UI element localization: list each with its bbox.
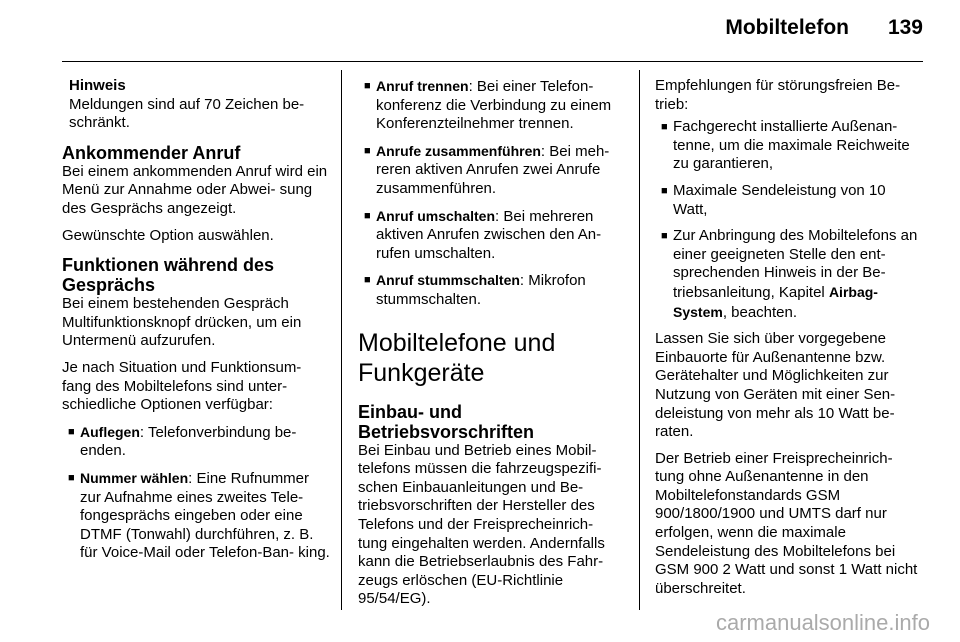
note-box [69,77,330,133]
chapter-reference: Airbag- System [673,283,878,320]
heading-installation: Einbau- und Betriebsvorschriften [358,401,535,442]
item-text: : Telefonverbindung be- enden. [80,423,297,460]
paragraph: Gewünschte Option auswählen. [62,226,274,244]
column-divider [639,70,640,610]
column-left [62,77,330,571]
paragraph: Bei Einbau und Betrieb eines Mobil- telefons müssen die fahrzeugspezifi- schen Einbauanleitungen und Be- triebsvorschriften der Hersteller des Telefons und der Freisprecheinrich- tung eingehalten werden. Andernfalls kann die Betriebserlaubnis des Fahr- zeugs erlöschen (EU-Richtlinie 95/54/EG). [358,441,605,608]
term: Anruf umschalten [376,207,496,224]
item-text: : Bei einer Telefon- konferenz die Verbindung zu einem Konferenzteilnehmer trennen. [376,78,612,133]
list-item [655,118,923,174]
column-middle [358,77,626,617]
term: Auflegen [80,423,140,440]
list-item [62,423,330,461]
heading-functions: Funktionen während des Gesprächs [62,255,275,296]
watermark: carmanualsonline.info [715,610,930,635]
item-text: : Mikrofon stummschalten. [376,272,586,308]
list-item [358,77,626,134]
item-text: , beachten. [722,303,798,321]
item-text: Maximale Sendeleistung von 10 Watt, [673,181,886,218]
option-list [358,77,626,310]
section-heading: Mobiltelefone und Funkgeräte [358,328,556,387]
paragraph: Bei einem ankommenden Anruf wird ein Menü zur Annahme oder Abwei- sung des Gesprächs angezeigt. [62,162,328,217]
list-item [62,469,330,563]
list-item [358,207,626,264]
term: Anruf trennen [376,78,469,94]
item-text: Fachgerecht installierte Außenan- tenne, um die maximale Reichweite zu garantieren, [673,118,910,173]
term: Anrufe zusammenführen [376,142,541,159]
note-text: Meldungen sind auf 70 Zeichen be- schränkt. [69,95,305,132]
paragraph: Der Betrieb einer Freisprecheinrich- tung ohne Außenantenne in den Mobiltelefonstandards GSM 900/1800/1900 und UMTS darf nur erfolgen, wenn die maximale Sendeleistung des Mobiltelefons bei GSM 900 2 Watt und sonst 1 Watt nicht überschreitet. [655,449,918,597]
page-title: Mobiltelefon [725,16,849,39]
option-list [62,423,330,563]
note-title: Hinweis [69,77,126,94]
paragraph: Empfehlungen für störungsfreien Be- trieb: [655,77,901,113]
term: Anruf stummschalten [376,272,520,289]
item-text: Zur Anbringung des Mobiltelefons an einer geeigneten Stelle den ent- sprechenden Hinweis in der Be- triebsanleitung, Kapitel [673,227,918,301]
list-item [358,271,626,309]
recommendation-list [655,118,923,322]
column-divider [341,70,342,610]
page-header [0,0,960,62]
column-right [655,77,923,606]
paragraph: Je nach Situation und Funktionsum- fang des Mobiltelefons sind unter- schiedliche Optionen verfügbar: [62,358,302,414]
paragraph: Lassen Sie sich über vorgegebene Einbauorte für Außenantenne bzw. Gerätehalter und Möglichkeiten zur Nutzung von Geräten mit einer Sen- deleistung von mehr als 10 Watt be- raten. [655,330,896,441]
list-item [358,142,626,199]
item-text: : Eine Rufnummer zur Aufnahme eines zweites Tele- fongesprächs eingeben oder eine DTMF (Tonwahl) durchführen, z. B. für Voice-Mail oder Telefon-Ban- king. [80,469,330,562]
header-divider [62,61,923,62]
item-text: : Bei meh- reren aktiven Anrufen zwei Anrufe zusammenführen. [376,142,610,197]
list-item [655,182,923,219]
page-number: 139 [887,16,923,39]
term: Nummer wählen [80,469,189,486]
item-text: : Bei mehreren aktiven Anrufen zwischen den An- rufen umschalten. [376,207,602,262]
list-item [655,227,923,322]
heading-incoming-call: Ankommender Anruf [62,142,241,163]
paragraph: Bei einem bestehenden Gespräch Multifunktionsknopf drücken, um ein Untermenü aufzurufen. [62,295,302,350]
